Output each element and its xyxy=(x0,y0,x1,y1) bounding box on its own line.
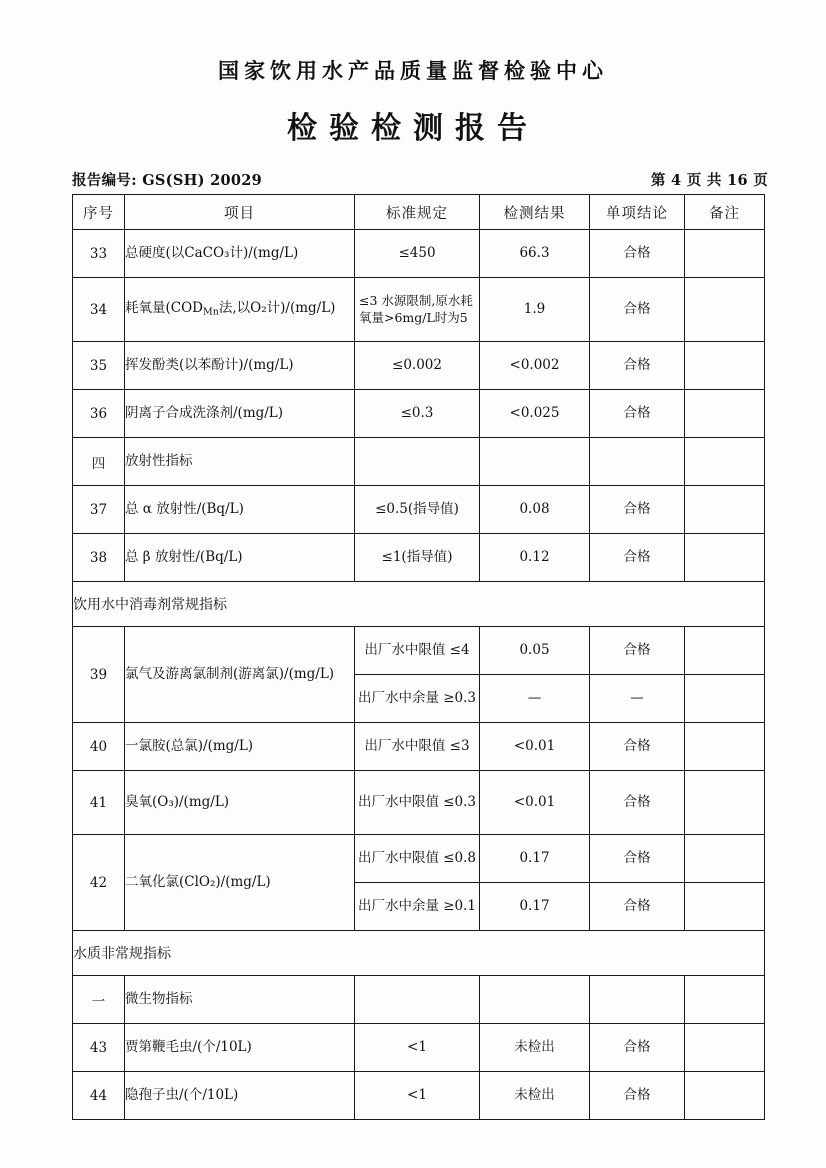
table-row xyxy=(73,771,765,835)
cell-standard: 出厂水中余量 ≥0.3 xyxy=(355,675,480,723)
cell-conclusion: 合格 xyxy=(590,390,685,438)
page-title: 检验检测报告 xyxy=(287,111,539,146)
cell-no: 37 xyxy=(73,486,125,534)
table-header-row xyxy=(73,195,765,230)
col-header-note: 备注 xyxy=(685,195,765,230)
table-row xyxy=(73,627,765,675)
cell-note xyxy=(685,342,765,390)
cell-no: 41 xyxy=(73,771,125,835)
cell-standard: ≤0.5(指导值) xyxy=(355,486,480,534)
cell-result: 未检出 xyxy=(480,1072,590,1120)
col-header-item: 项目 xyxy=(125,195,355,230)
cell-item: 一氯胺(总氯)/(mg/L) xyxy=(125,723,355,771)
cell-note xyxy=(685,278,765,342)
cell-result: 66.3 xyxy=(480,230,590,278)
cell-no: 一 xyxy=(73,976,125,1024)
cell-no: 35 xyxy=(73,342,125,390)
col-header-result: 检测结果 xyxy=(480,195,590,230)
cell-no: 42 xyxy=(73,835,125,931)
cell-standard: 出厂水中限值 ≤0.3 xyxy=(355,771,480,835)
cell-conclusion: 合格 xyxy=(590,342,685,390)
cell-note xyxy=(685,771,765,835)
cell-no: 36 xyxy=(73,390,125,438)
table-row xyxy=(73,723,765,771)
cell-no: 40 xyxy=(73,723,125,771)
cell-item: 隐孢子虫/(个/10L) xyxy=(125,1072,355,1120)
cell-item: 总硬度(以CaCO₃计)/(mg/L) xyxy=(125,230,355,278)
cell-conclusion: 合格 xyxy=(590,278,685,342)
cell-result: <0.01 xyxy=(480,723,590,771)
cell-result: 0.12 xyxy=(480,534,590,582)
table-row xyxy=(73,230,765,278)
cell-conclusion xyxy=(590,438,685,486)
cell-standard: 出厂水中限值 ≤0.8 xyxy=(355,835,480,883)
cell-result: 0.17 xyxy=(480,883,590,931)
cell-standard: 出厂水中限值 ≤3 xyxy=(355,723,480,771)
cell-standard: 出厂水中余量 ≥0.1 xyxy=(355,883,480,931)
cell-standard: 出厂水中限值 ≤4 xyxy=(355,627,480,675)
cell-note xyxy=(685,835,765,883)
cell-no: 43 xyxy=(73,1024,125,1072)
table-row xyxy=(73,278,765,342)
cell-no: 44 xyxy=(73,1072,125,1120)
cell-note xyxy=(685,534,765,582)
cell-standard: ≤3 水源限制,原水耗氧量>6mg/L时为5 xyxy=(355,278,480,342)
col-header-conclusion: 单项结论 xyxy=(590,195,685,230)
col-header-standard: 标准规定 xyxy=(355,195,480,230)
cell-result: 未检出 xyxy=(480,1024,590,1072)
col-header-no: 序号 xyxy=(73,195,125,230)
cell-standard: ≤0.002 xyxy=(355,342,480,390)
cell-item: 总 β 放射性/(Bq/L) xyxy=(125,534,355,582)
cell-no: 38 xyxy=(73,534,125,582)
page-number: 第 4 页 共 16 页 xyxy=(650,172,768,189)
table-row xyxy=(73,342,765,390)
table-section-row xyxy=(73,931,765,976)
cell-conclusion: 合格 xyxy=(590,835,685,883)
cell-note xyxy=(685,438,765,486)
cell-section-label: 饮用水中消毒剂常规指标 xyxy=(73,582,765,627)
cell-result: — xyxy=(480,675,590,723)
cell-conclusion: — xyxy=(590,675,685,723)
cell-conclusion: 合格 xyxy=(590,883,685,931)
cell-result: 0.17 xyxy=(480,835,590,883)
cell-conclusion xyxy=(590,976,685,1024)
table-body xyxy=(73,230,765,1120)
cell-result xyxy=(480,438,590,486)
cell-note xyxy=(685,883,765,931)
report-meta xyxy=(72,169,768,190)
cell-standard xyxy=(355,976,480,1024)
cell-item: 贾第鞭毛虫/(个/10L) xyxy=(125,1024,355,1072)
cell-no: 34 xyxy=(73,278,125,342)
cell-note xyxy=(685,627,765,675)
cell-result: 1.9 xyxy=(480,278,590,342)
cell-group-label: 放射性指标 xyxy=(125,438,355,486)
table-row xyxy=(73,486,765,534)
cell-result: <0.002 xyxy=(480,342,590,390)
cell-note xyxy=(685,1024,765,1072)
cell-standard xyxy=(355,438,480,486)
cell-conclusion: 合格 xyxy=(590,627,685,675)
cell-conclusion: 合格 xyxy=(590,723,685,771)
cell-conclusion: 合格 xyxy=(590,486,685,534)
results-table xyxy=(72,194,765,1120)
cell-note xyxy=(685,976,765,1024)
cell-note xyxy=(685,723,765,771)
cell-conclusion: 合格 xyxy=(590,230,685,278)
cell-note xyxy=(685,230,765,278)
cell-item: 总 α 放射性/(Bq/L) xyxy=(125,486,355,534)
cell-no: 39 xyxy=(73,627,125,723)
cell-item: 耗氧量($COD_{Mn}$法,以O₂计)/(mg/L) xyxy=(125,278,355,342)
table-row xyxy=(73,1072,765,1120)
cell-item: 二氧化氯(ClO₂)/(mg/L) xyxy=(125,835,355,931)
cell-conclusion: 合格 xyxy=(590,534,685,582)
cell-no: 四 xyxy=(73,438,125,486)
issuing-organization: 国家饮用水产品质量监督检验中心 xyxy=(218,58,608,83)
cell-no: 33 xyxy=(73,230,125,278)
cell-result: 0.08 xyxy=(480,486,590,534)
cell-result: <0.01 xyxy=(480,771,590,835)
table-section-row xyxy=(73,582,765,627)
cell-note xyxy=(685,390,765,438)
table-row xyxy=(73,534,765,582)
cell-standard: ≤0.3 xyxy=(355,390,480,438)
cell-group-label: 微生物指标 xyxy=(125,976,355,1024)
cell-section-label: 水质非常规指标 xyxy=(73,931,765,976)
table-row xyxy=(73,835,765,883)
cell-conclusion: 合格 xyxy=(590,771,685,835)
cell-conclusion: 合格 xyxy=(590,1072,685,1120)
cell-standard: ≤450 xyxy=(355,230,480,278)
cell-result: <0.025 xyxy=(480,390,590,438)
table-group-row xyxy=(73,976,765,1024)
table-group-row xyxy=(73,438,765,486)
cell-note xyxy=(685,1072,765,1120)
cell-standard: <1 xyxy=(355,1072,480,1120)
cell-conclusion: 合格 xyxy=(590,1024,685,1072)
report-number: 报告编号: GS(SH) 20029 xyxy=(72,172,263,189)
cell-item: 氯气及游离氯制剂(游离氯)/(mg/L) xyxy=(125,627,355,723)
cell-note xyxy=(685,486,765,534)
table-row xyxy=(73,1024,765,1072)
cell-standard: <1 xyxy=(355,1024,480,1072)
cell-note xyxy=(685,675,765,723)
cell-item: 臭氧(O₃)/(mg/L) xyxy=(125,771,355,835)
cell-item: 挥发酚类(以苯酚计)/(mg/L) xyxy=(125,342,355,390)
cell-item: 阴离子合成洗涤剂/(mg/L) xyxy=(125,390,355,438)
cell-standard: ≤1(指导值) xyxy=(355,534,480,582)
cell-result xyxy=(480,976,590,1024)
table-row xyxy=(73,390,765,438)
cell-result: 0.05 xyxy=(480,627,590,675)
